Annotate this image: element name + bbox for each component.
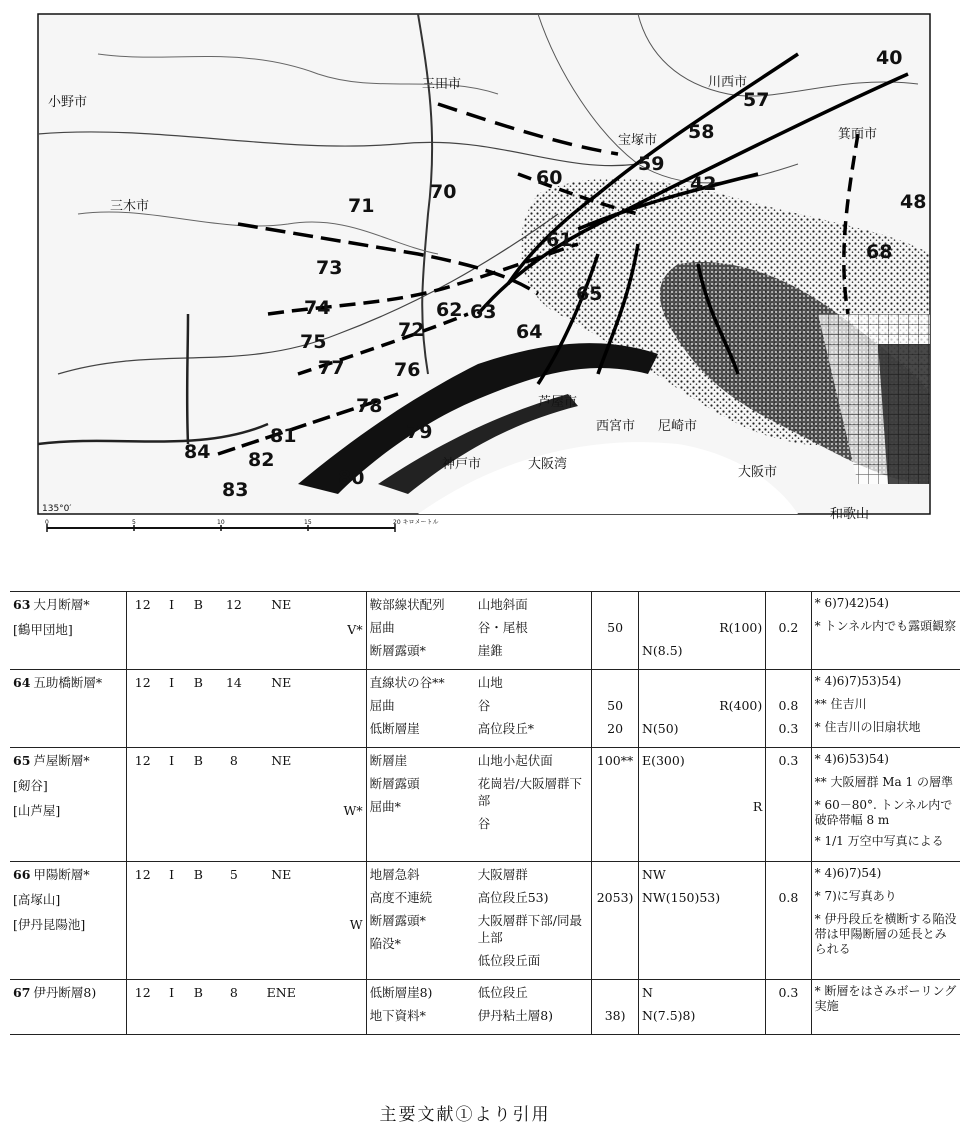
fault-number-label: 62 (436, 299, 463, 321)
rate-value (769, 775, 807, 792)
rate-value (769, 912, 807, 929)
direction-value: NE (271, 753, 292, 768)
class-value-cell (158, 980, 185, 1035)
topography-cell (475, 670, 592, 748)
fault-id: 67 (13, 985, 31, 1000)
fault-row (10, 670, 960, 748)
evidence-item: 断層露頭* (369, 643, 426, 658)
note-item: * トンネル内でも露頭観察 (814, 619, 957, 633)
offset-cell (638, 980, 765, 1035)
topography-cell (475, 748, 592, 862)
rate-value: 0.2 (778, 620, 799, 635)
direction-value: NE (271, 867, 292, 882)
displacement-cell (592, 670, 639, 748)
fault-number-label: 80 (338, 467, 365, 489)
fault-id: 66 (13, 867, 31, 882)
fault-name-text: 大月断層* (33, 597, 90, 612)
topography-item: 山地斜面 (477, 597, 528, 612)
fault-name-text: 伊丹断層8) (33, 985, 97, 1000)
fault-name-text: 五助橋断層* (33, 675, 103, 690)
fault-alias: [鶴甲団地] (13, 622, 73, 637)
topography-item: 低位段丘 (477, 985, 528, 1000)
class-value: I (169, 753, 175, 768)
displacement-value (595, 798, 635, 815)
city-label: 箕面市 (838, 127, 878, 142)
scale-label: 5 (132, 519, 136, 526)
evidence-item: 断層露頭* (369, 913, 426, 928)
fault-number-label: 58 (688, 121, 715, 143)
fault-number-label: 48 (900, 191, 927, 213)
offset-cell (638, 748, 765, 862)
dip-cell (307, 980, 367, 1035)
evidence-cell (366, 670, 475, 748)
fault-name (13, 674, 123, 691)
note-item: * 1/1 万空中写真による (814, 834, 944, 848)
map-corner-label: 135°0′ (42, 504, 72, 514)
fault-number-label: 72 (398, 319, 425, 341)
fault-number-label: 73 (316, 257, 343, 279)
dip-cell (307, 862, 367, 980)
dip-value (310, 674, 363, 691)
dip-value (310, 984, 363, 1001)
class-value-cell (158, 748, 185, 862)
scale-label: 20 キロメートル (393, 519, 439, 526)
fault-number-label: 60 (536, 167, 563, 189)
topography-item: 谷 (477, 698, 491, 713)
evidence-item: 地下資料* (369, 1008, 426, 1023)
evidence-item: 屈曲* (369, 799, 401, 814)
evidence-item: 低断層崖8) (369, 985, 433, 1000)
topography-item: 高位段丘53) (477, 890, 549, 905)
topography-cell (475, 980, 592, 1035)
evidence-cell (366, 592, 475, 670)
evidence-item: 低断層崖 (369, 721, 420, 736)
rate-cell (766, 980, 811, 1035)
rate-value: 0.3 (778, 721, 799, 736)
fault-number-label: 40 (876, 47, 903, 69)
rate-cell (766, 862, 811, 980)
strike-length-value: 5 (229, 867, 238, 882)
offset-value: R(400) (719, 698, 763, 713)
fault-id: 65 (13, 753, 31, 768)
offset-value (642, 775, 762, 792)
notes-cell (811, 592, 960, 670)
note-item: * 伊丹段丘を横断する陥没帯は甲陽断層の延長とみられる (814, 912, 957, 956)
note-item: * 4)6)53)54) (814, 752, 889, 766)
evidence-item: 鞍部線状配列 (369, 597, 445, 612)
offset-value (642, 912, 762, 929)
fault-map (38, 14, 930, 522)
scale-label: 15 (304, 519, 312, 526)
offset-value (642, 674, 762, 691)
length-value: 12 (134, 597, 151, 612)
length-value: 12 (134, 675, 151, 690)
fault-number-label: 57 (743, 89, 770, 111)
offset-value: N(8.5) (641, 643, 683, 658)
offset-value: N(7.5)8) (641, 1008, 696, 1023)
fault-name-text: 芦屋断層* (33, 753, 90, 768)
note-item: * 60－80°. トンネル内で破砕帯幅 8 m (814, 798, 953, 827)
certainty-value: B (193, 867, 203, 882)
evidence-item: 直線状の谷** (369, 675, 445, 690)
city-label: 小野市 (48, 95, 88, 110)
displacement-value: 38) (604, 1008, 626, 1023)
note-item: ** 住吉川 (814, 697, 867, 711)
displacement-value: 50 (607, 698, 624, 713)
notes-cell (811, 670, 960, 748)
certainty-value-cell (185, 980, 212, 1035)
fault-number-label: 70 (430, 181, 457, 203)
offset-value: E(300) (641, 753, 685, 768)
length-value-cell (127, 980, 159, 1035)
fault-table (10, 591, 960, 1035)
rate-value (769, 1007, 807, 1024)
class-value: I (169, 985, 175, 1000)
city-label: 和歌山 (830, 507, 870, 522)
class-value-cell (158, 862, 185, 980)
rate-value: 0.8 (778, 698, 799, 713)
class-value: I (169, 597, 175, 612)
fault-number-label: 83 (222, 479, 249, 501)
length-value: 12 (134, 867, 151, 882)
note-item: * 断層をはさみボーリング実施 (814, 984, 957, 1013)
topography-cell (475, 862, 592, 980)
displacement-value (595, 674, 635, 691)
strike-length-value-cell (212, 748, 256, 862)
length-value-cell (127, 748, 159, 862)
displacement-value: 50 (607, 620, 624, 635)
fault-number-label: 65 (576, 283, 603, 305)
scale-label: 0 (45, 519, 49, 526)
topography-item: 高位段丘* (477, 721, 534, 736)
offset-value (642, 596, 762, 613)
fault-row (10, 862, 960, 980)
length-value-cell (127, 592, 159, 670)
rate-value (769, 866, 807, 883)
topography-item: 谷 (477, 816, 491, 831)
certainty-value-cell (185, 592, 212, 670)
length-value: 12 (134, 985, 151, 1000)
note-item: ** 大阪層群 Ma 1 の層準 (814, 775, 953, 789)
fault-id: 63 (13, 597, 31, 612)
direction-value-cell (256, 748, 307, 862)
rate-cell (766, 592, 811, 670)
notes-cell (811, 862, 960, 980)
fault-name-cell (10, 980, 127, 1035)
rate-value (769, 642, 807, 659)
class-value: I (169, 867, 175, 882)
evidence-item: 断層崖 (369, 753, 408, 768)
rate-cell (766, 748, 811, 862)
city-label: 大阪湾 (528, 457, 568, 472)
fault-alias: [高塚山] (13, 892, 61, 907)
fault-alias: [伊丹昆陽池] (13, 917, 86, 932)
offset-cell (638, 670, 765, 748)
city-label: 三木市 (110, 199, 150, 214)
evidence-item: 屈曲 (369, 698, 395, 713)
city-label: 西宮市 (596, 419, 636, 434)
fault-number-label: 71 (348, 195, 375, 217)
dip-cell (307, 670, 367, 748)
fault-row (10, 980, 960, 1035)
scale-label: 10 (217, 519, 225, 526)
displacement-cell (592, 862, 639, 980)
rate-value (769, 674, 807, 691)
note-item: * 4)6)7)53)54) (814, 674, 902, 688)
strike-length-value: 8 (229, 753, 238, 768)
fault-name (13, 984, 123, 1001)
certainty-value: B (193, 753, 203, 768)
displacement-cell (592, 748, 639, 862)
topography-item: 山地小起伏面 (477, 753, 553, 768)
fault-name-cell (10, 670, 127, 748)
strike-length-value-cell (212, 592, 256, 670)
fault-number-label: 84 (184, 441, 211, 463)
strike-length-value-cell (212, 980, 256, 1035)
city-label: 川西市 (708, 75, 748, 90)
rate-value (769, 935, 807, 952)
class-value-cell (158, 592, 185, 670)
fault-name-cell (10, 748, 127, 862)
fault-number-label: 59 (638, 153, 665, 175)
certainty-value: B (193, 675, 203, 690)
direction-value: NE (271, 675, 292, 690)
topography-item: 大阪層群 (477, 867, 528, 882)
displacement-value (595, 596, 635, 613)
fault-number-label: 76 (394, 359, 421, 381)
fault-name (13, 752, 123, 769)
fault-number-label: 82 (248, 449, 275, 471)
evidence-item: 高度不連続 (369, 890, 433, 905)
topography-item: 花崗岩/大阪層群下部 (477, 776, 582, 808)
fault-name-cell (10, 592, 127, 670)
evidence-item: 断層露頭 (369, 776, 420, 791)
note-item: * 6)7)42)54) (814, 596, 889, 610)
class-value: I (169, 675, 175, 690)
fault-row (10, 592, 960, 670)
evidence-cell (366, 980, 475, 1035)
offset-value: R(100) (719, 620, 763, 635)
fault-number-label: 74 (304, 297, 331, 319)
displacement-value (595, 642, 635, 659)
notes-cell (811, 748, 960, 862)
evidence-item: 屈曲 (369, 620, 395, 635)
dip-value: W (349, 917, 363, 932)
evidence-cell (366, 748, 475, 862)
offset-cell (638, 592, 765, 670)
direction-value-cell (256, 670, 307, 748)
topography-item: 谷・尾根 (477, 620, 528, 635)
fault-number-label: 79 (406, 421, 433, 443)
fault-name-cell (10, 862, 127, 980)
certainty-value: B (193, 597, 203, 612)
displacement-value (595, 984, 635, 1001)
length-value-cell (127, 862, 159, 980)
displacement-value: 20 (607, 721, 624, 736)
city-label: 宝塚市 (618, 133, 658, 148)
length-value-cell (127, 670, 159, 748)
certainty-value-cell (185, 670, 212, 748)
displacement-cell (592, 592, 639, 670)
topography-item: 大阪層群下部/同最上部 (477, 913, 582, 945)
class-value-cell (158, 670, 185, 748)
displacement-cell (592, 980, 639, 1035)
fault-alias: [山芦屋] (13, 803, 61, 818)
source-caption: 主要文献①より引用 (379, 1105, 551, 1125)
fault-number-label: 78 (356, 395, 383, 417)
topography-cell (475, 592, 592, 670)
strike-length-value-cell (212, 862, 256, 980)
rate-value (769, 798, 807, 815)
fault-number-label: 42 (690, 173, 717, 195)
rate-value: 0.8 (778, 890, 799, 905)
direction-value-cell (256, 980, 307, 1035)
evidence-item: 陥没* (369, 936, 401, 951)
displacement-value (595, 935, 635, 952)
strike-length-value: 12 (225, 597, 242, 612)
topography-item: 崖錐 (477, 643, 503, 658)
notes-cell (811, 980, 960, 1035)
fault-number-label: 81 (270, 425, 297, 447)
note-item: * 4)6)7)54) (814, 866, 882, 880)
displacement-value (595, 775, 635, 792)
displacement-value (595, 912, 635, 929)
note-item: * 7)に写真あり (814, 889, 897, 903)
topography-item: 低位段丘面 (477, 953, 541, 968)
strike-length-value: 8 (229, 985, 238, 1000)
fault-number-label: 63 (470, 301, 497, 323)
direction-value-cell (256, 862, 307, 980)
strike-length-value-cell (212, 670, 256, 748)
offset-value: R (752, 799, 763, 814)
strike-length-value: 14 (225, 675, 242, 690)
offset-value: N(50) (641, 721, 679, 736)
fault-name (13, 866, 123, 883)
direction-value: NE (271, 597, 292, 612)
city-label: 尼崎市 (658, 419, 698, 434)
offset-value: N (641, 985, 653, 1000)
certainty-value-cell (185, 862, 212, 980)
displacement-value: 2053) (596, 890, 634, 905)
offset-cell (638, 862, 765, 980)
fault-alias: [剱谷] (13, 778, 48, 793)
direction-value: ENE (266, 985, 296, 1000)
fault-row (10, 748, 960, 862)
displacement-value: 100** (596, 753, 634, 768)
offset-value: NW(150)53) (641, 890, 721, 905)
rate-cell (766, 670, 811, 748)
fault-name-text: 甲陽断層* (33, 867, 90, 882)
city-label: 三田市 (422, 77, 462, 92)
length-value: 12 (134, 753, 151, 768)
rate-value: 0.3 (778, 985, 799, 1000)
fault-id: 64 (13, 675, 31, 690)
dip-cell (307, 592, 367, 670)
fault-number-label: 64 (516, 321, 543, 343)
direction-value-cell (256, 592, 307, 670)
fault-number-label: 68 (866, 241, 893, 263)
city-label: 神戸市 (442, 457, 482, 472)
evidence-item: 地層急斜 (369, 867, 420, 882)
note-item: * 住吉川の旧扇状地 (814, 720, 921, 734)
fault-number-label: 77 (318, 357, 345, 379)
topography-item: 伊丹粘土層8) (477, 1008, 554, 1023)
fault-number-label: 75 (300, 331, 327, 353)
city-label: 芦屋市 (538, 395, 578, 410)
offset-value (642, 935, 762, 952)
rate-value: 0.3 (778, 753, 799, 768)
scale-bar (45, 519, 465, 552)
dip-value: W* (343, 803, 363, 818)
certainty-value-cell (185, 748, 212, 862)
topography-item: 山地 (477, 675, 503, 690)
rate-value (769, 596, 807, 613)
displacement-value (595, 866, 635, 883)
dip-value: V* (347, 622, 363, 637)
evidence-cell (366, 862, 475, 980)
offset-value: NW (641, 867, 666, 882)
dip-cell (307, 748, 367, 862)
fault-number-label: 61 (546, 229, 573, 251)
fault-table-body (10, 592, 960, 1035)
certainty-value: B (193, 985, 203, 1000)
fault-name (13, 596, 123, 613)
city-label: 大阪市 (738, 465, 778, 480)
